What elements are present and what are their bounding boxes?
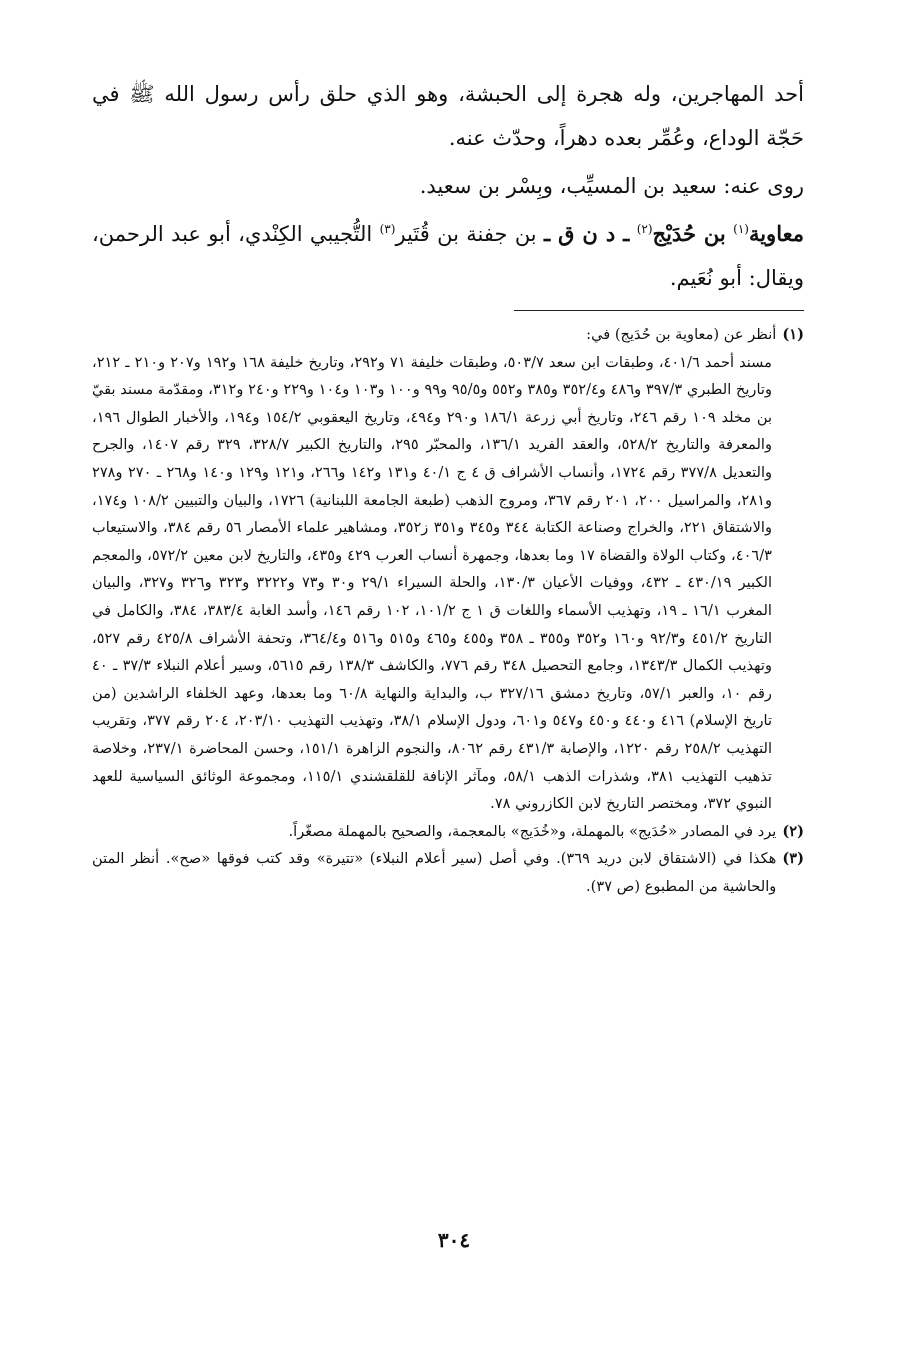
footnote-separator <box>514 310 804 311</box>
paragraph-3-entry <box>92 212 804 300</box>
main-text <box>92 72 804 300</box>
footnote-2 <box>92 818 804 846</box>
book-page <box>92 72 804 1332</box>
footnote-2-body: يرد في المصادر «حُدَيج» بالمهملة، و«خُدَيج» بالمعجمة، والصحيح بالمهملة مصغّراً. <box>288 822 777 840</box>
footnote-1-title: أنظر عن (معاوية بن حُدَيج) في: <box>586 326 777 343</box>
footnote-3-body: هكذا في (الاشتقاق لابن دريد ٣٦٩). وفي أصل (سير أعلام النبلاء) «تتيرة» وقد كتب فوقها «صح». أنظر المتن والحاشية من المطبوع (ص ٣٧). <box>92 850 777 895</box>
footnote-3-number: (٣) <box>782 850 804 868</box>
footnote-ref-2[interactable]: (٢) <box>636 222 653 236</box>
entry-lineage: بن جفنة بن قُتَير <box>395 222 537 246</box>
footnote-ref-1[interactable]: (١) <box>733 222 749 236</box>
paragraph-2: روى عنه: سعيد بن المسيِّب، وبِسْر بن سعيد. <box>419 174 804 198</box>
footnote-2-number: (٢) <box>782 822 804 840</box>
entry-codes: ـ د ن ق ـ <box>544 221 630 246</box>
paragraph-1: أحد المهاجرين، وله هجرة إلى الحبشة، وهو الذي حلق رأس رسول الله ﷺ في حَجّة الوداع، وعُمِّر بعده دهراً، وحدّث عنه. <box>92 82 804 150</box>
footnote-3 <box>92 845 804 900</box>
footnote-ref-3[interactable]: (٣) <box>379 222 396 236</box>
footnote-1 <box>92 321 804 349</box>
footnote-1-number: (١) <box>782 326 804 343</box>
entry-lineage-rest: التُّجيبي الكِنْدي، أبو عبد الرحمن، ويقال: أبو نُعَيم. <box>92 222 804 290</box>
footnote-1-body: مسند أحمد ٤٠١/٦، وطبقات ابن سعد ٥٠٣/٧، وطبقات خليفة ٧١ و٢٩٢، وتاريخ خليفة ١٦٨ و١٩٢ و٢٠٧ و٢١٠ ـ ٢١٢، وتاريخ الطبري ٣٩٧/٣ و٤٨٦ و٣٥٢/٤ و٣٨٥ و٥٥٢ و٩٥/٥ و٩٩ و١٠٠ و١٠٣ و١٠٤ و٢٢٩ و٢٤٠ و٣١٢، ومقدّمة مسند بقيّ بن مخلد ١٠٩ رقم ٢٤٦، وتاريخ أبي زرعة ١٨٦/١ و٢٩٠ و٤٩٤، وتاريخ اليعقوبي ١٥٤/٢ و١٩٤، والأخبار الطوال ١٩٦، والمعرفة والتاريخ ٥٢٨/٢، والعقد الفريد ١٣٦/١، والمحبّر ٢٩٥، والتاريخ الكبير ٣٢٨/٧، ٣٢٩ رقم ١٤٠٧، والجرح والتعديل ٣٧٧/٨ رقم ١٧٢٤، وأنساب الأشراف ق ٤ ج ٤٠/١ و١٣١ و١٤٢ و٢٦٦، و١٢١ و١٢٩ و١٤٠ و٢٦٨ ـ ٢٧٠ و٢٧٨ و٢٨١، والمراسيل ٢٠٠، ٢٠١ رقم ٣٦٧، ومروج الذهب (طبعة الجامعة اللبنانية) ١٧٢٦، والبيان والتبيين ١٠٨/٢ و١٧٤، والاشتقاق ٢٢١، والخراج وصناعة الكتابة ٣٤٤ و٣٤٥ و٣٥١ ز٣٥٢، ومشاهير علماء الأمصار ٥٦ رقم ٣٨٤، والاستيعاب ٤٠٦/٣، وكتاب الولاة والقضاة ١٧ وما بعدها، وجمهرة أنساب العرب ٤٢٩ و٤٣٥، والتاريخ لابن معين ٥٧٢/٢، والمعجم الكبير ٤٣٠/١٩ ـ ٤٣٢، ووفيات الأعيان ١٣٠/٣، والحلة السيراء ٢٩/١ و٣٠ و٧٣ و٣٢٢٢ و٣٢٣ و٣٢٦ و٣٢٧، والبيان المغرب ١٦/١ ـ ١٩، وتهذيب الأسماء واللغات ق ١ ج ١٠١/٢، ١٠٢ رقم ١٤٦، وأسد الغابة ٣٨٣/٤، ٣٨٤، والكامل في التاريخ ٤٥١/٢ و٩٢/٣ و١٦٠ و٣٥٢ و٣٥٥ ـ ٣٥٨ و٤٥٥ و٤٦٥ و٥١٥ و٥١٦ و٣٦٤/٤، وتحفة الأشراف ٤٢٥/٨ رقم ٥٢٧، وتهذيب الكمال ١٣٤٣/٣، وجامع التحصيل ٣٤٨ رقم ٧٧٦، والكاشف ١٣٨/٣ رقم ٥٦١٥، وسير أعلام النبلاء ٣٧/٣ ـ ٤٠ رقم ١٠، والعبر ٥٧/١، وتاريخ دمشق ٣٢٧/١٦ ب، والبداية والنهاية ٦٠/٨ وما بعدها، وعهد الخلفاء الراشدين (من تاريخ الإسلام) ٤١٦ و٤٤٠ و٤٥٠ و٥٤٧ و٦٠١، ودول الإسلام ٣٨/١، وتهذيب التهذيب ٢٠٣/١٠، ٢٠٤ رقم ٣٧٧، وتقريب التهذيب ٢٥٨/٢ رقم ١٢٢٠، والإصابة ٤٣١/٣ رقم ٨٠٦٢، والنجوم الزاهرة ١٥١/١، وحسن المحاضرة ٢٣٧/١، وخلاصة تذهيب التهذيب ٣٨١، وشذرات الذهب ٥٨/١، ومآثر الإنافة للقلقشندي ١١٥/١، ومجموعة الوثائق السياسية للعهد النبوي ٣٧٢، ومختصر التاريخ لابن الكازروني ٧٨. <box>92 353 773 813</box>
page-number: ٣٠٤ <box>437 1228 471 1252</box>
entry-name-2: بن حُدَيْج <box>652 221 726 246</box>
footnotes <box>92 321 804 900</box>
entry-name: معاوية <box>748 221 804 246</box>
